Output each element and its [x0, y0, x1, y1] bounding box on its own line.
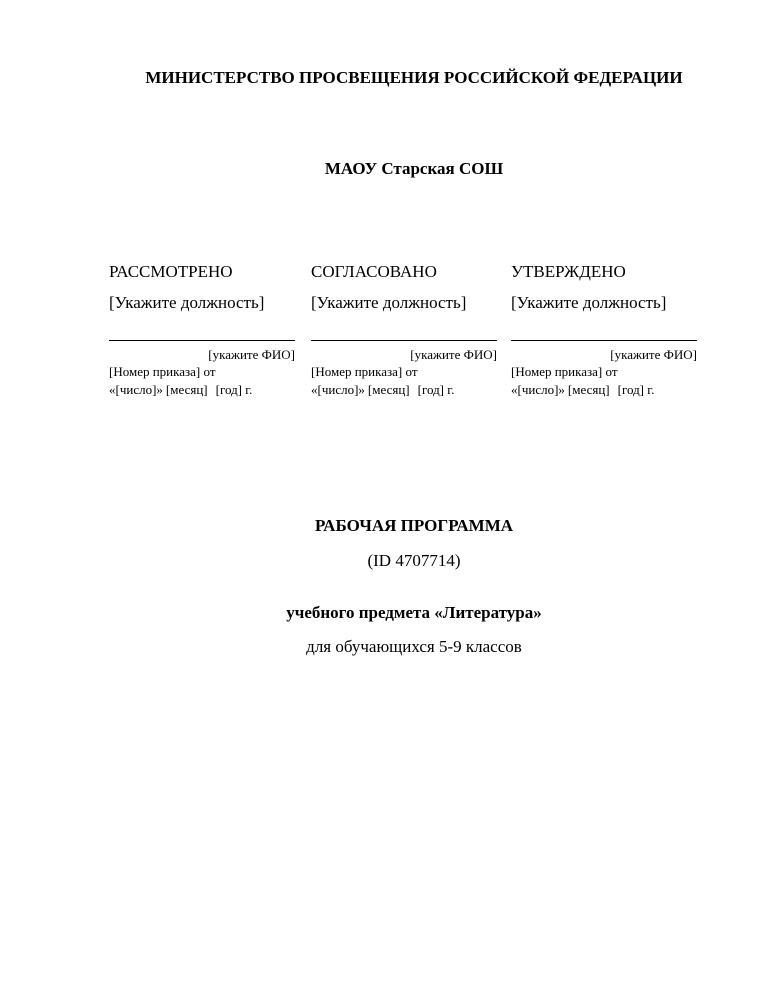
approval-fio: [укажите ФИО] — [410, 347, 497, 362]
program-title: РАБОЧАЯ ПРОГРАММА — [314, 516, 514, 535]
program-id: (ID 4707714) — [367, 551, 461, 570]
approval-position: [Укажите должность] — [511, 293, 667, 312]
approval-title: СОГЛАСОВАНО — [311, 262, 437, 281]
approval-date — [109, 382, 252, 398]
subject-name: учебного предмета «Литература» — [286, 603, 542, 622]
approval-fio: [укажите ФИО] — [208, 347, 295, 362]
approval-fio: [укажите ФИО] — [610, 347, 697, 362]
approval-position: [Укажите должность] — [311, 293, 467, 312]
approval-order: [Номер приказа] от — [511, 364, 618, 379]
signature-line — [511, 340, 697, 341]
approval-date — [511, 382, 654, 398]
approval-title: УТВЕРЖДЕНО — [511, 262, 626, 281]
approval-title: РАССМОТРЕНО — [109, 262, 233, 281]
date-month: [месяц] — [367, 382, 410, 397]
signature-line — [109, 340, 295, 341]
approval-order: [Номер приказа] от — [109, 364, 216, 379]
date-year: [год] г. — [417, 382, 455, 397]
approval-date — [311, 382, 454, 398]
date-month: [месяц] — [165, 382, 208, 397]
signature-line — [311, 340, 497, 341]
date-day: «[число]» — [511, 382, 565, 397]
date-day: «[число]» — [311, 382, 365, 397]
approval-order: [Номер приказа] от — [311, 364, 418, 379]
school-name: МАОУ Старская СОШ — [324, 159, 504, 178]
ministry-heading: МИНИСТЕРСТВО ПРОСВЕЩЕНИЯ РОССИЙСКОЙ ФЕДЕРАЦИИ — [145, 68, 683, 87]
date-day: «[число]» — [109, 382, 163, 397]
target-audience: для обучающихся 5-9 классов — [306, 637, 522, 656]
approval-position: [Укажите должность] — [109, 293, 265, 312]
date-year: [год] г. — [215, 382, 253, 397]
date-month: [месяц] — [567, 382, 610, 397]
date-year: [год] г. — [617, 382, 655, 397]
